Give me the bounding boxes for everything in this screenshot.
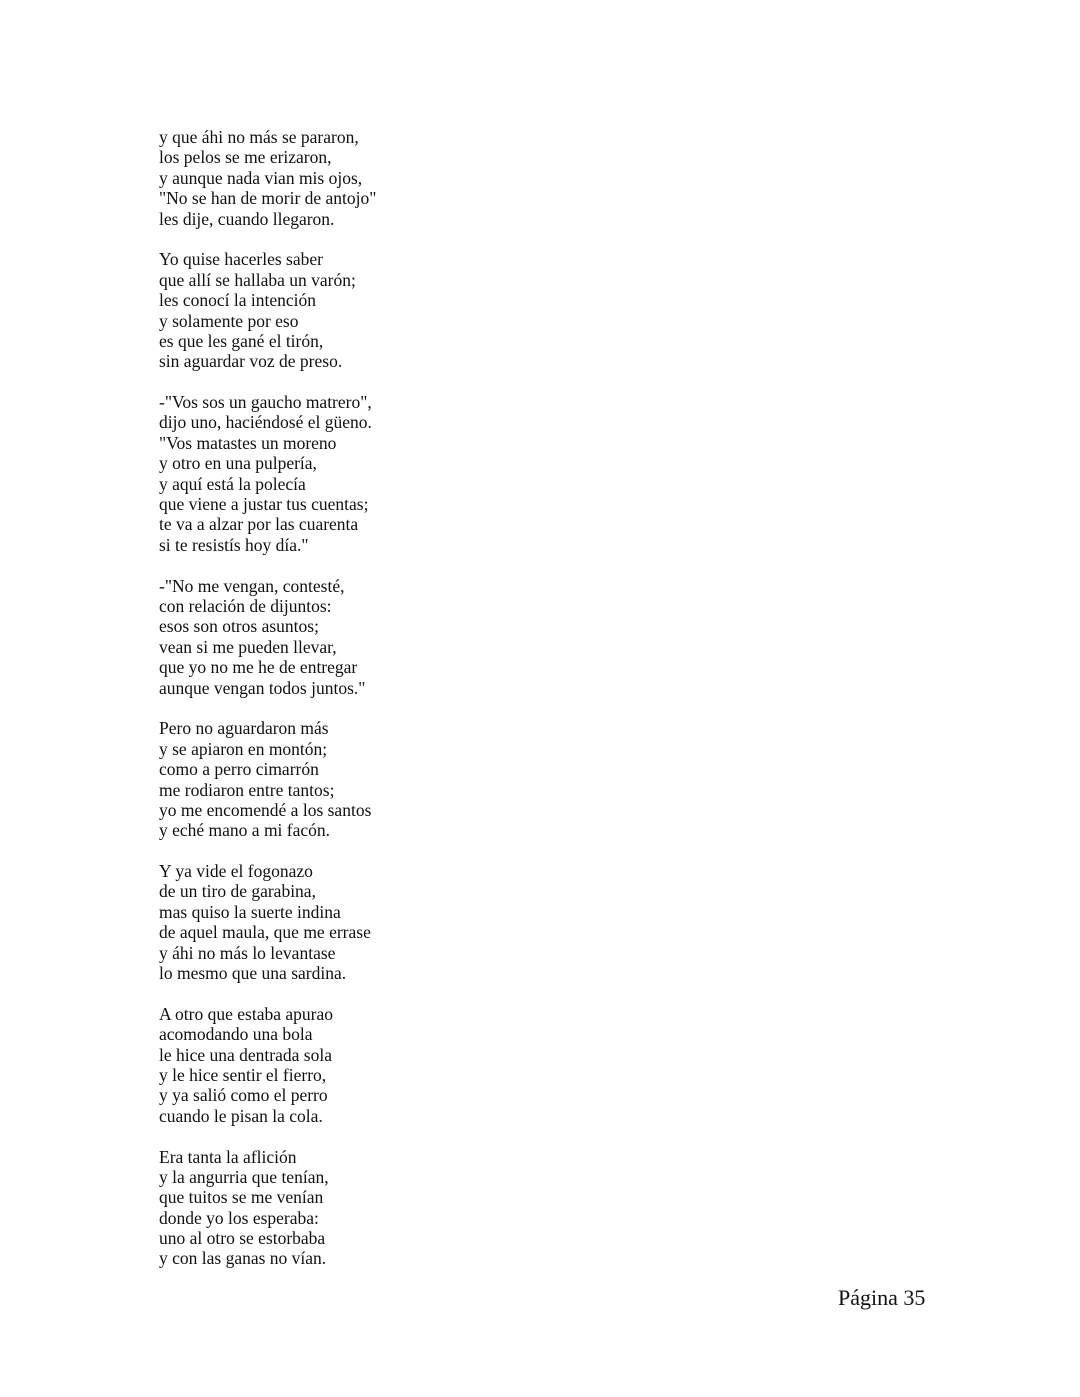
verse-line: y aquí está la polecía <box>159 473 306 494</box>
verse-line: le hice una dentrada sola <box>159 1044 332 1065</box>
verse-line: y áhi no más lo levantase <box>159 942 336 963</box>
verse-line: que allí se hallaba un varón; <box>159 269 356 290</box>
verse-line: de un tiro de garabina, <box>159 881 316 902</box>
verse-line: y eché mano a mi facón. <box>159 820 331 841</box>
verse-line: y con las ganas no vían. <box>159 1248 327 1269</box>
verse-line: uno al otro se estorbaba <box>159 1228 326 1249</box>
verse-line: cuando le pisan la cola. <box>159 1105 323 1126</box>
verse-line: y aunque nada vian mis ojos, <box>159 167 363 188</box>
verse-line: dijo uno, haciéndosé el güeno. <box>159 412 372 433</box>
verse-line: si te resistís hoy día." <box>159 534 309 555</box>
verse-line: -"Vos sos un gaucho matrero", <box>159 392 372 413</box>
verse-line: lo mesmo que una sardina. <box>159 963 347 984</box>
verse-line: vean si me pueden llevar, <box>159 636 337 657</box>
verse-line: que viene a justar tus cuentas; <box>159 494 369 515</box>
verse-line: los pelos se me erizaron, <box>159 147 332 168</box>
verse-line: esos son otros asuntos; <box>159 616 319 637</box>
stanza <box>159 718 759 840</box>
verse-line: como a perro cimarrón <box>159 759 319 780</box>
stanza <box>159 127 759 229</box>
verse-line: -"No me vengan, contesté, <box>159 575 345 596</box>
stanza <box>159 861 759 983</box>
verse-line: Y ya vide el fogonazo <box>159 861 313 882</box>
verse-line: acomodando una bola <box>159 1024 313 1045</box>
verse-line: y otro en una pulpería, <box>159 453 317 474</box>
page-number: Página 35 <box>838 1285 926 1310</box>
verse-line: Era tanta la aflición <box>159 1146 297 1167</box>
verse-line: les conocí la intención <box>159 290 316 311</box>
verse-line: que yo no me he de entregar <box>159 657 358 678</box>
verse-line: y ya salió como el perro <box>159 1085 328 1106</box>
verse-line: y se apiaron en montón; <box>159 738 328 759</box>
verse-line: donde yo los esperaba: <box>159 1207 319 1228</box>
verse-line: "No se han de morir de antojo" <box>159 188 377 209</box>
poem-body <box>159 127 759 1289</box>
stanza <box>159 1004 759 1126</box>
verse-line: de aquel maula, que me errase <box>159 922 371 943</box>
verse-line: con relación de dijuntos: <box>159 595 332 616</box>
verse-line: yo me encomendé a los santos <box>159 799 372 820</box>
stanza <box>159 249 759 371</box>
stanza <box>159 1147 759 1269</box>
verse-line: sin aguardar voz de preso. <box>159 351 343 372</box>
verse-line: aunque vengan todos juntos." <box>159 677 366 698</box>
stanza <box>159 576 759 698</box>
verse-line: "Vos matastes un moreno <box>159 432 337 453</box>
verse-line: mas quiso la suerte indina <box>159 901 341 922</box>
verse-line: es que les gané el tirón, <box>159 330 324 351</box>
verse-line: y solamente por eso <box>159 310 299 331</box>
stanza <box>159 392 759 555</box>
verse-line: A otro que estaba apurao <box>159 1003 333 1024</box>
verse-line: te va a alzar por las cuarenta <box>159 514 359 535</box>
verse-line: y la angurria que tenían, <box>159 1166 329 1187</box>
verse-line: y que áhi no más se pararon, <box>159 127 359 147</box>
verse-line: Pero no aguardaron más <box>159 718 329 739</box>
verse-line: que tuitos se me venían <box>159 1187 324 1208</box>
verse-line: Yo quise hacerles saber <box>159 249 323 270</box>
verse-line: me rodiaron entre tantos; <box>159 779 335 800</box>
verse-line: les dije, cuando llegaron. <box>159 208 335 229</box>
verse-line: y le hice sentir el fierro, <box>159 1064 327 1085</box>
